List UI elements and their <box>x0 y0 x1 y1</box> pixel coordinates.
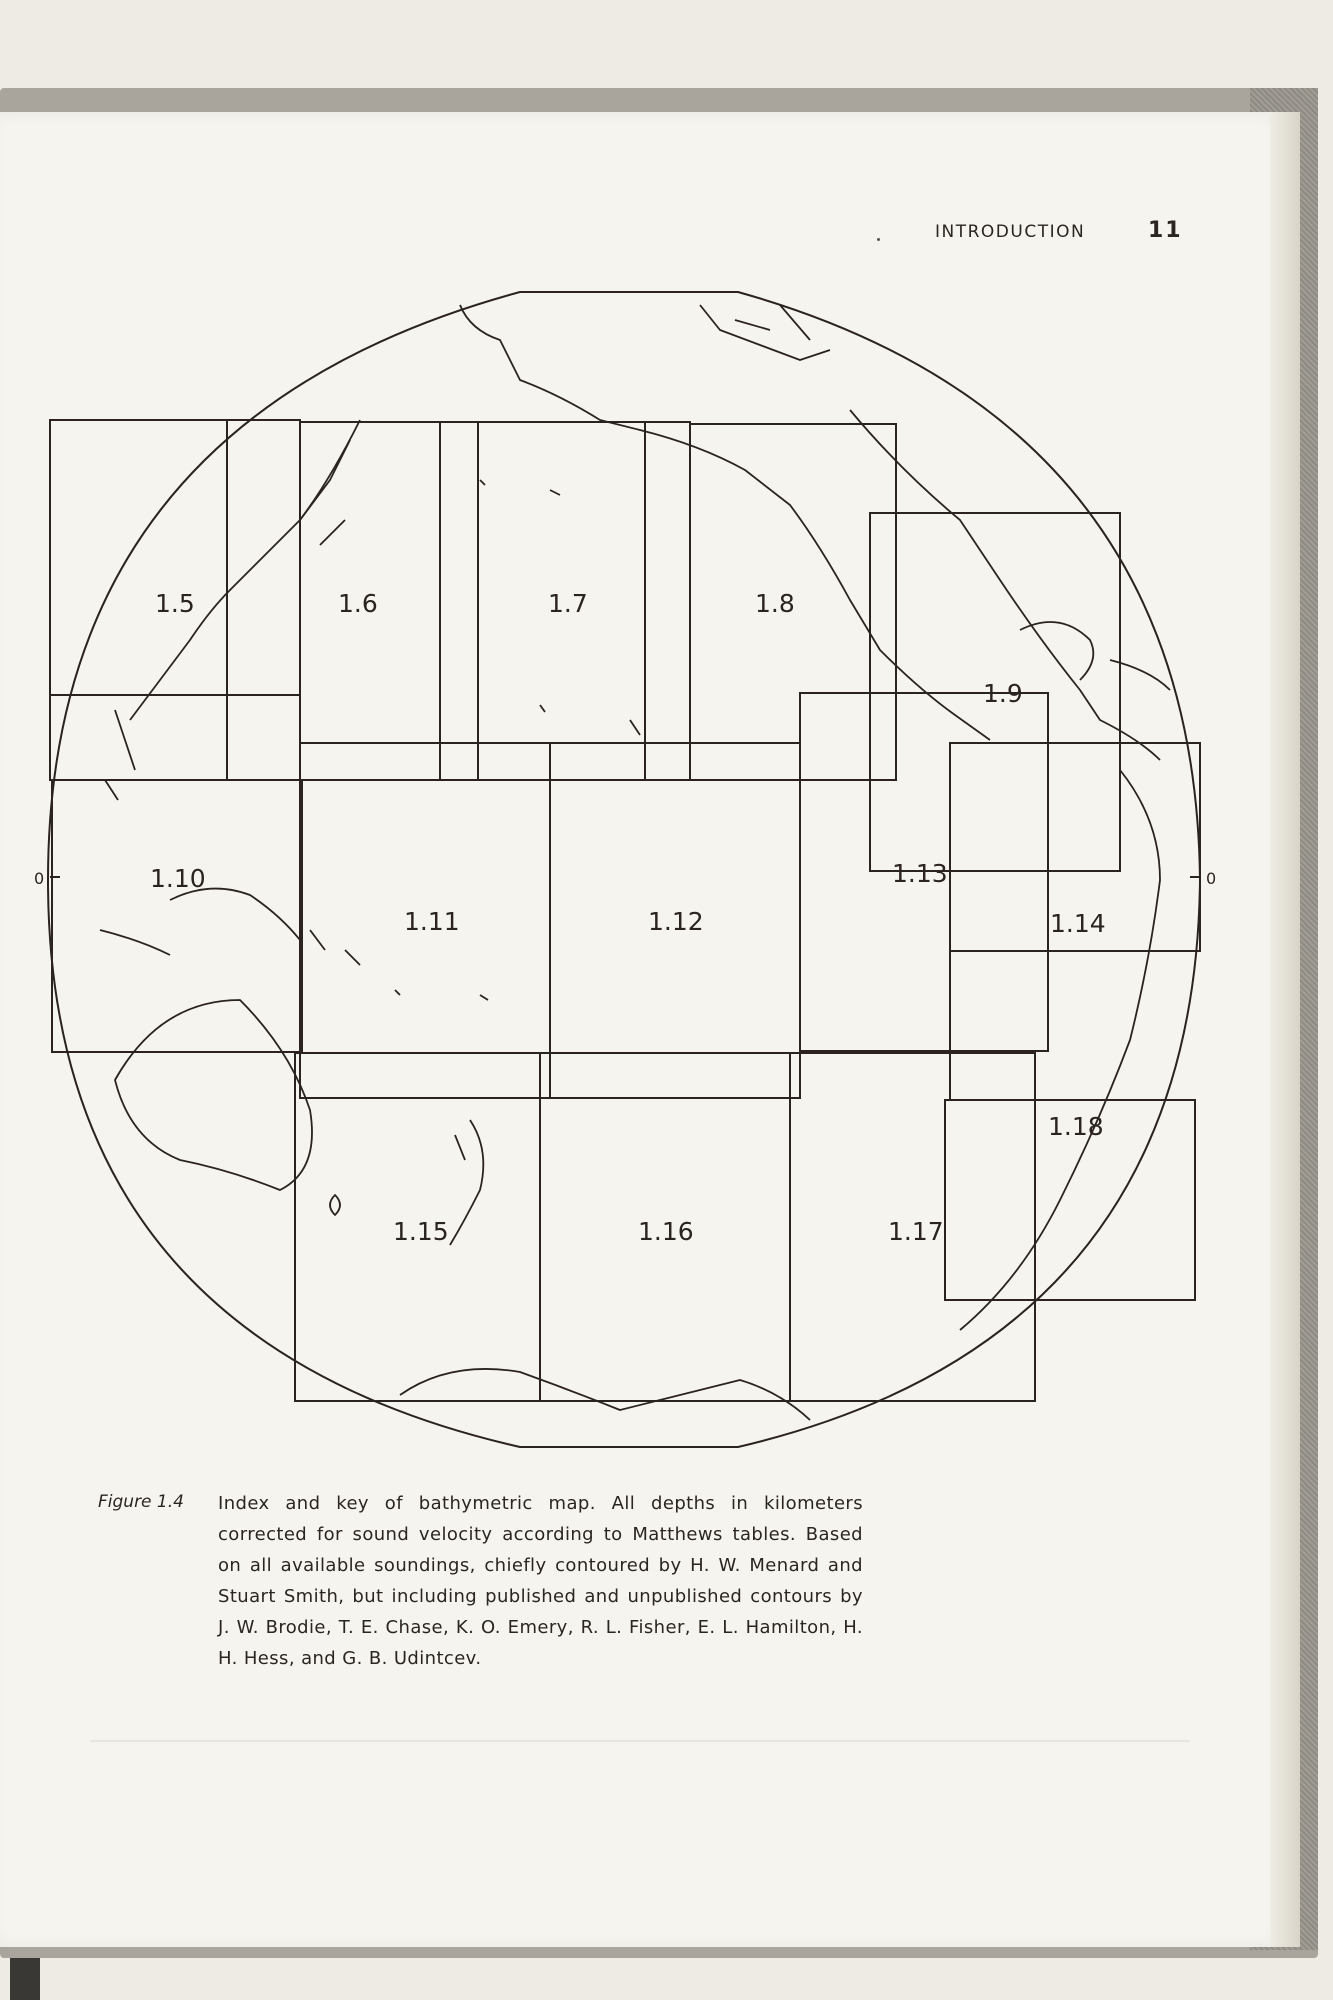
region-label-1.17: 1.17 <box>888 1217 944 1246</box>
coastline-alaska <box>460 305 990 740</box>
region-box-1.10 <box>52 780 302 1052</box>
coastline-australia <box>115 1000 312 1190</box>
island-chain <box>310 480 640 1000</box>
region-label-1.13: 1.13 <box>892 859 948 888</box>
region-label-1.10: 1.10 <box>150 864 206 893</box>
equator-label-right: 0 <box>1206 869 1217 888</box>
figure-caption: Index and key of bathymetric map. All depths in kilometers corrected for sound velocity according to Matthews tables. Based on all available soundings, chiefly contoured by H. W. Menard and Stuart Smith, but including published and unpublished contours by J. W. Brodie, T. E. Chase, K. O. Emery, R. L. Fisher, E. L. Hamilton, H. H. Hess, and G. B. Udintcev. <box>218 1493 863 1669</box>
binding-corner <box>10 1958 40 2000</box>
coastline-gulf <box>1020 622 1170 690</box>
page-number: 11 <box>1148 218 1183 243</box>
coastline-arctic-islands <box>700 305 830 360</box>
region-label-1.15: 1.15 <box>393 1217 449 1246</box>
region-label-1.14: 1.14 <box>1050 909 1106 938</box>
figure-label: Figure 1.4 <box>98 1492 184 1512</box>
region-box-1.12 <box>550 743 800 1053</box>
show-through-shadow <box>90 1740 1190 1862</box>
coastline-philippines <box>105 710 135 800</box>
region-label-1.6: 1.6 <box>338 589 378 618</box>
region-box-1.11 <box>300 743 550 1053</box>
region-label-1.12: 1.12 <box>648 907 704 936</box>
region-label-1.18: 1.18 <box>1048 1112 1104 1141</box>
region-label-1.11: 1.11 <box>404 907 460 936</box>
globe-outline <box>48 292 1200 1447</box>
equator-label-left: 0 <box>34 869 45 888</box>
running-header: INTRODUCTION <box>935 222 1086 242</box>
coastline-new-zealand <box>450 1120 483 1245</box>
region-label-1.5: 1.5 <box>155 589 195 618</box>
coastline-asia <box>130 420 360 720</box>
region-box-inner <box>550 1053 800 1098</box>
coastline-tasmania <box>330 1195 340 1215</box>
coastline-new-guinea <box>100 889 300 955</box>
region-label-1.9: 1.9 <box>983 679 1023 708</box>
coastline-japan <box>300 440 350 545</box>
coastline-antarctica <box>400 1369 810 1420</box>
region-label-1.16: 1.16 <box>638 1217 694 1246</box>
region-label-1.7: 1.7 <box>548 589 588 618</box>
region-label-1.8: 1.8 <box>755 589 795 618</box>
region-box-inner <box>300 1053 550 1098</box>
